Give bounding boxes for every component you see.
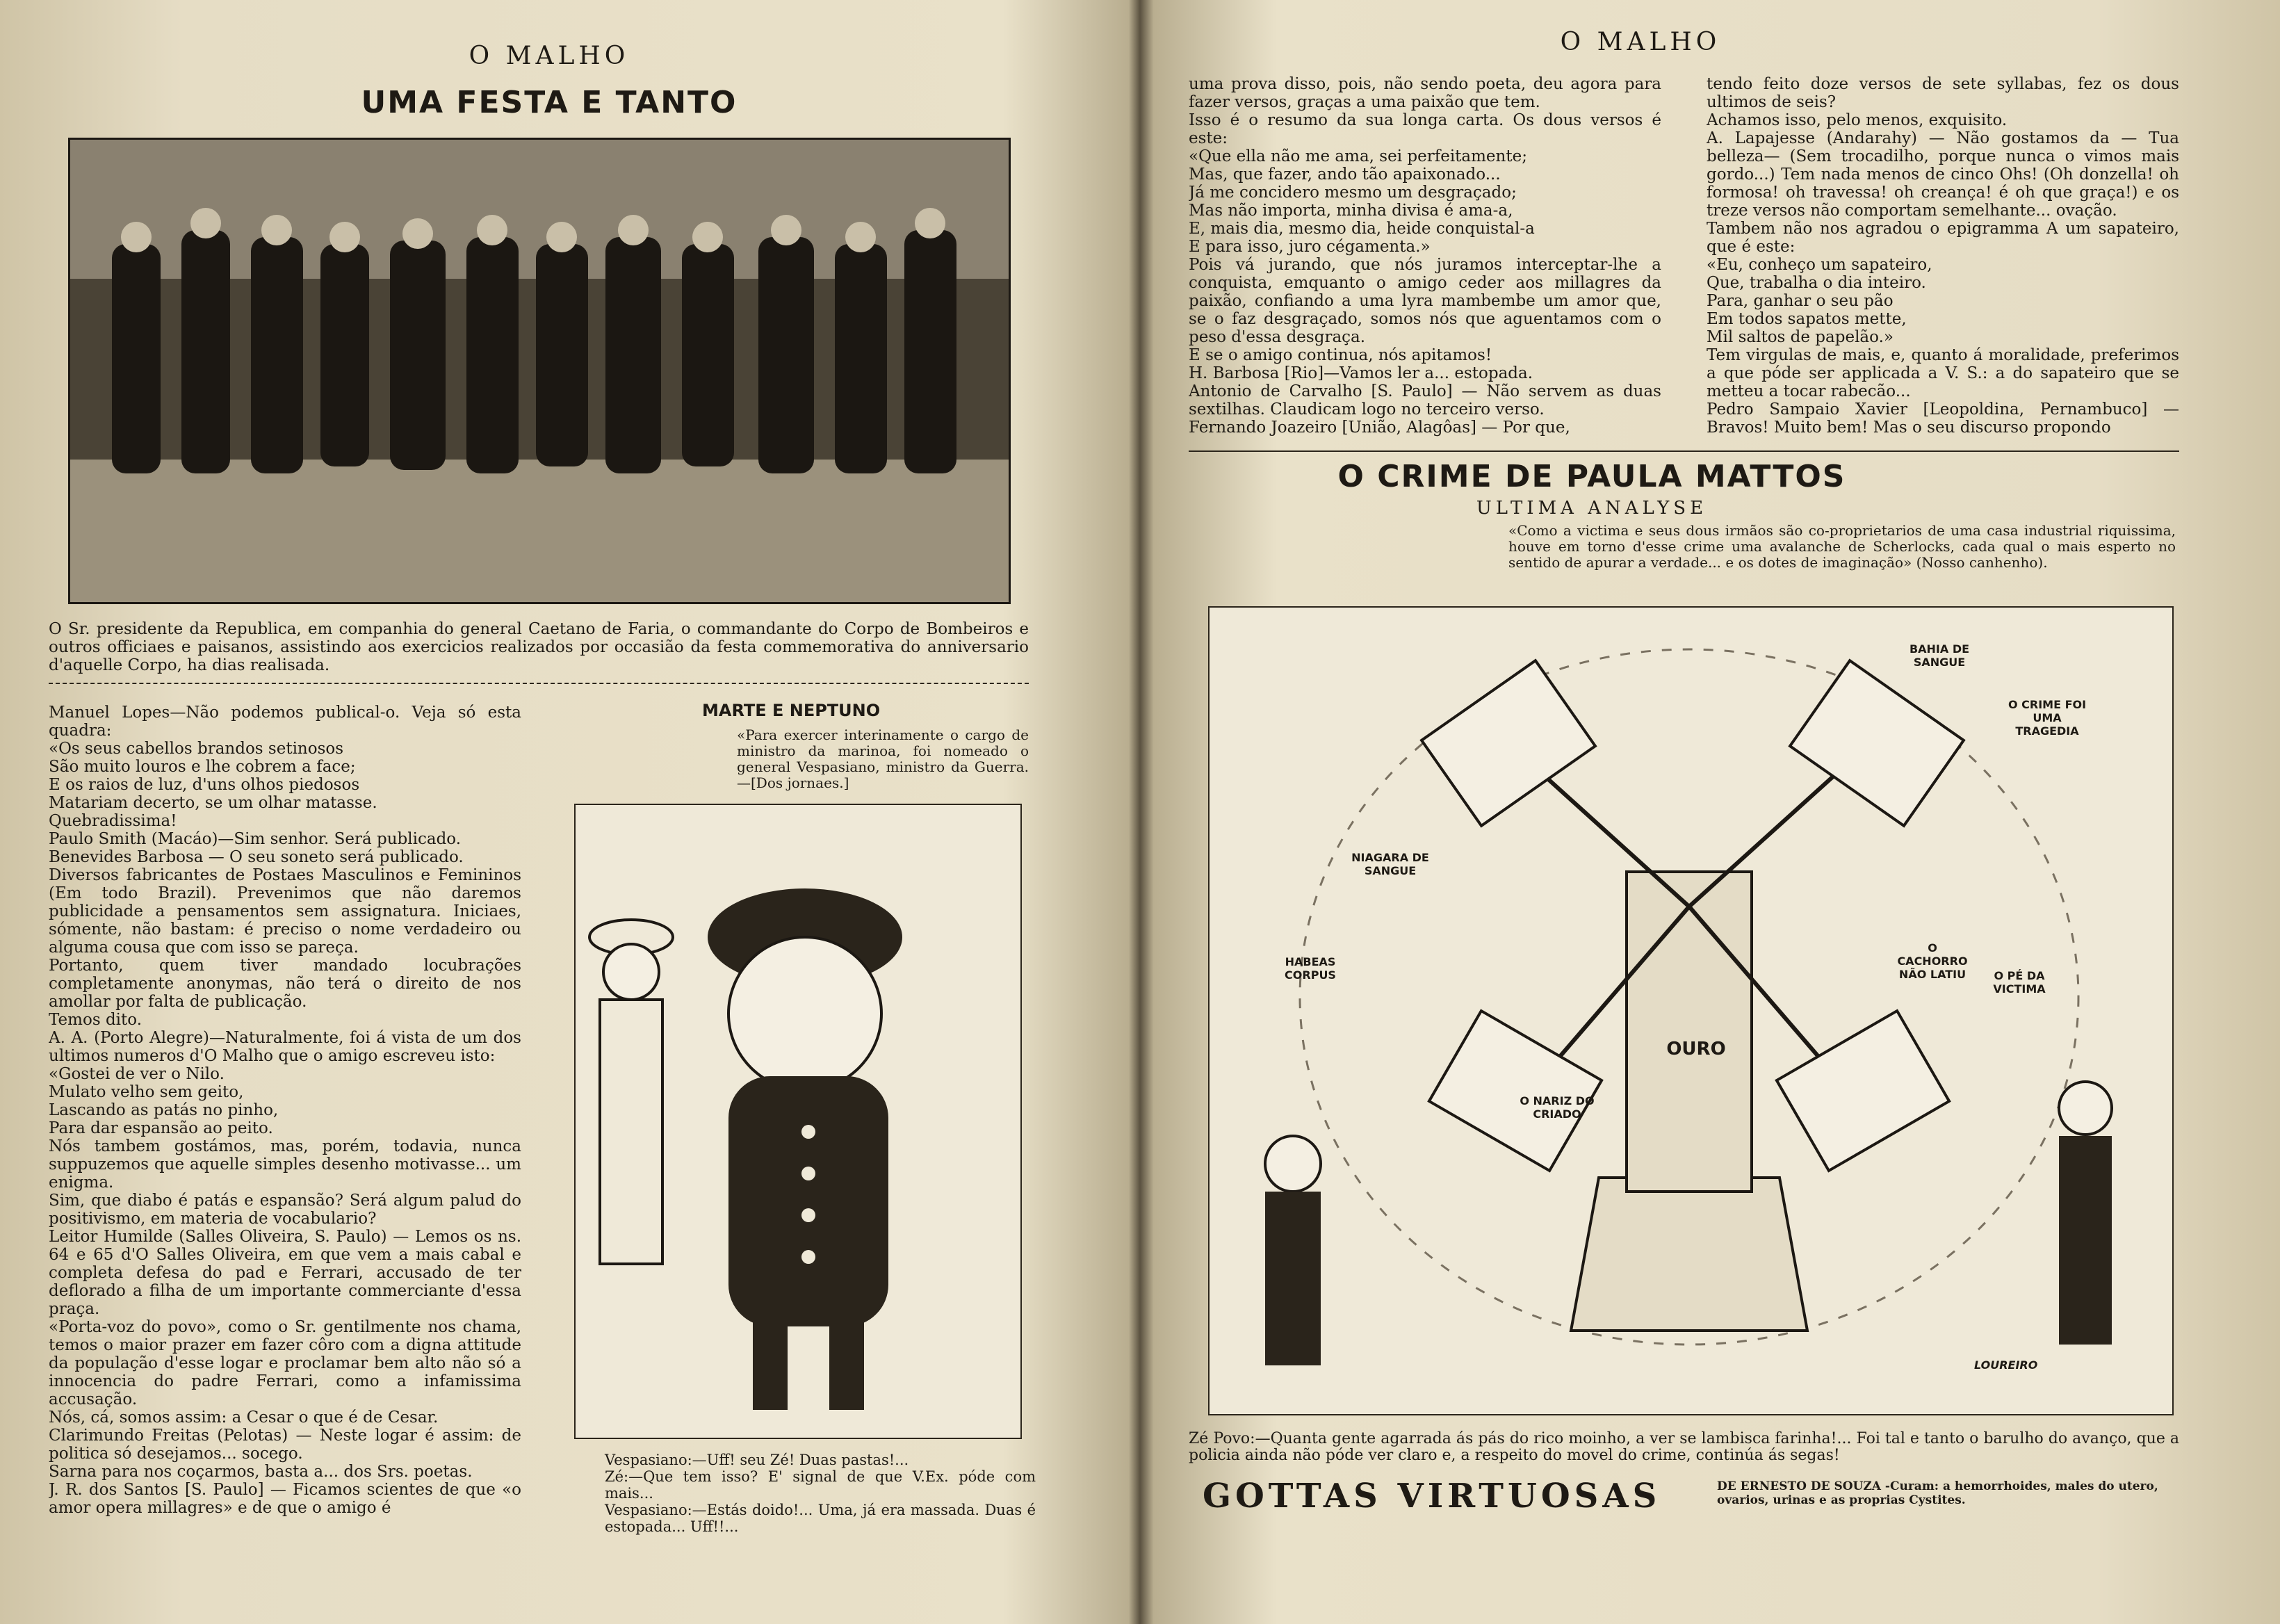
right-page — [1105, 0, 2280, 1624]
label-bahia: BAHIA DE SANGUE — [1909, 642, 1970, 669]
cartoon-blurb: «Para exercer interinamente o cargo de ministro da marinoa, foi nomeado o general Vespasiano, ministro da Guerra.—[Dos jornaes.] — [737, 726, 1029, 791]
running-head: O MALHO — [1560, 28, 1721, 56]
correspondence-column: Manuel Lopes—Não podemos publical-o. Veja só esta quadra: «Os seus cabellos brandos setinosos São muito louros e lhe cobrem a face; E os raios de luz, d'uns olhos piedosos Matariam decerto, se um olhar matasse. Quebradissima! Paulo Smith (Macáo)—Sim senhor. Será publicado. Benevides Barbosa — O seu soneto será publicado. Diversos fabricantes de Postaes Masculinos e Femininos (Em todo Brazil). Prevenimos que não daremos publicidade a pensamentos sem assignatura. Iniciaes, sómente, não bastam: é preciso o nome verdadeiro ou alguma cousa que com isso se pareça. Portanto, quem tiver mandado locubrações completamente anonymas, não terá o direito de nos amollar por falta de publicação. Temos dito. A. A. (Porto Alegre)—Naturalmente, foi á vista de um dos ultimos numeros d'O Malho que o amigo escreveu isto: «Gostei de ver o Nilo. Mulato velho sem geito, Lascando as patás no pinho, Para dar espansão ao peito. Nós tambem gostámos, mas, porém, todavia, nunca suppuzemos que aquelle simples desenho motivasse... um enigma. Sim, que diabo é patás e espansão? Será algum palud do positivismo, em materia de vocabulario? Leitor Humilde (Salles Oliveira, S. Paulo) — Lemos os ns. 64 e 65 d'O Salles Oliveira, em que vem a mais cabal e completa defesa do pad e Ferrari, accusado de ter deflorado a filha de um importante commerciante d'essa praça. «Porta-voz do povo», como o Sr. gentilmente nos chama, temos o maior prazer em fazer côro com a digna attitude da população d'esse logar e proclamar bem alto não só a innocencia do padre Ferrari, como a infamissima accusação. Nós, cá, somos assim: a Cesar o que é de Cesar. Clarimundo Freitas (Pelotas) — Neste logar é assim: de politica só desejamos... socego. Sarna para nos coçarmos, basta a... dos Srs. poetas. J. R. dos Santos [S. Paulo] — Ficamos scientes de que «o amor opera millagres» e de que o amigo é — [49, 704, 521, 1517]
subhead: ULTIMA ANALYSE — [1476, 498, 1708, 519]
label-habeas: HABEAS CORPUS — [1285, 955, 1336, 982]
left-page — [0, 0, 1105, 1624]
photo-caption: O Sr. presidente da Republica, em companhia do general Caetano de Faria, o commandante do Corpo de Bombeiros e outros officiaes e paisanos, assistindo aos exercicios realizados por occasião da festa commemorativa do anniversario d'aquelle Corpo, ha dias realisada. — [49, 620, 1029, 674]
headline: O CRIME DE PAULA MATTOS — [1337, 459, 1846, 494]
photo-scene — [70, 140, 1009, 602]
artist-signature: LOUREIRO — [1974, 1358, 2038, 1372]
moinho-cartoon — [1208, 606, 2174, 1415]
label-cachorro: O CACHORRO NÃO LATIU — [1897, 941, 1968, 981]
column-2: tendo feito doze versos de sete syllabas, fez os dous ultimos de seis? Achamos isso, pelo menos, exquisito. A. Lapajesse (Andarahy) — Não gostamos da — Tua belleza— (Sem trocadilho, porque nunca o vimos mais gordo...) Tem nada menos de cinco Ohs! (Oh donzella! oh formosa! oh travessa! oh creança! é oh que graça!) e os treze versos não comportam semelhante... ovação. Tambem não nos agradou o epigramma A um sapateiro, que é este: «Eu, conheço um sapateiro, Que, trabalha o dia inteiro. Para, ganhar o seu pão Em todos sapatos mette, Mil saltos de papelão.» Tem virgulas de mais, e, quanto á moralidade, preferimos a que póde ser applicada a V. S.: a do sapateiro que se metteu a tocar rabecão... Pedro Sampaio Xavier [Leopoldina, Pernambuco] —Bravos! Muito bem! Mas o seu discurso propondo — [1707, 75, 2179, 437]
epigraph: «Como a victima e seus dous irmãos são co-proprietarios de uma casa industrial riquissima, houve em torno d'esse crime uma avalanche de Scherlocks, cada qual o mais esperto no sentido de apurar a verdade... e os dotes de imaginação» (Nosso canhenho). — [1508, 522, 2176, 571]
marte-e-neptuno-cartoon — [574, 804, 1022, 1439]
label-ouro: OURO — [1666, 1039, 1726, 1059]
fire-brigade-photo — [68, 138, 1011, 604]
ad-title: GOTTAS VIRTUOSAS — [1203, 1477, 1661, 1516]
ad-text: DE ERNESTO DE SOUZA -Curam: a hemorrhoides, males do utero, ovarios, urinas e as proprias Cystites. — [1717, 1479, 2158, 1507]
label-nariz: O NARIZ DO CRIADO — [1520, 1094, 1595, 1121]
divider — [49, 683, 1029, 684]
cartoon-title: MARTE E NEPTUNO — [702, 701, 881, 720]
cartoon-caption: Zé Povo:—Quanta gente agarrada ás pás do rico moinho, a ver se lambisca farinha!... Foi tal e tanto o barulho do avanço, que a policia ainda não póde ver claro e, a respeito do movel do crime, continúa ás segas! — [1189, 1430, 2179, 1464]
column-1: uma prova disso, pois, não sendo poeta, deu agora para fazer versos, graças a uma paixão que tem. Isso é o resumo da sua longa carta. Os dous versos é este: «Que ella não me ama, sei perfeitamente; Mas, que fazer, ando tão apaixonado... Já me concidero mesmo um desgraçado; Mas não importa, minha divisa é ama-a, E, mais dia, mesmo dia, heide conquistal-a E para isso, juro cégamenta.» Pois vá jurando, que nós juramos interceptar-lhe a conquista, emquanto o amigo ceder aos millagres da paixão, confiando a uma lyra mambembe um amor que, se o faz desgraçado, somos nós que aguentamos com o peso d'essa desgraça. E se o amigo continua, nós apitamos! H. Barbosa [Rio]—Vamos ler a... estopada. Antonio de Carvalho [S. Paulo] — Não servem as duas sextilhas. Claudicam logo no terceiro verso. Fernando Joazeiro [União, Alagôas] — Por que, — [1189, 75, 1661, 437]
label-tragedia: O CRIME FOI UMA TRAGEDIA — [2008, 698, 2087, 738]
divider — [1189, 450, 2179, 452]
running-head: O MALHO — [469, 42, 630, 70]
label-niagara: NIAGARA DE SANGUE — [1351, 851, 1429, 877]
cartoon-drawing — [576, 805, 1020, 1438]
label-pe: O PÉ DA VICTIMA — [1993, 969, 2046, 996]
headline: UMA FESTA E TANTO — [361, 85, 738, 120]
cartoon-dialogue: Vespasiano:—Uff! seu Zé! Duas pastas!... Zé:—Que tem isso? E' signal de que V.Ex. póde com mais... Vespasiano:—Estás doido!... Uma, já era massada. Duas é estopada... Uff!!... — [605, 1452, 1036, 1535]
